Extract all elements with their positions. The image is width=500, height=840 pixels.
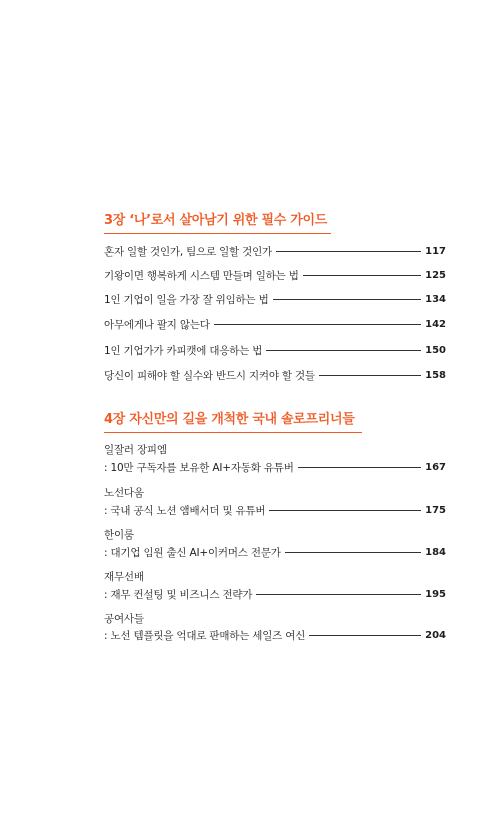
toc-entry[interactable] bbox=[104, 366, 446, 384]
leader-line bbox=[298, 467, 421, 468]
toc-entry[interactable] bbox=[104, 501, 446, 519]
toc-entry-title: : 재무 컨설팅 및 비즈니스 전략가 bbox=[104, 588, 253, 601]
toc-entry[interactable] bbox=[104, 315, 446, 333]
chapter-3-title: 3장 ‘나’로서 살아남기 위한 필수 가이드 bbox=[104, 213, 328, 228]
toc-entry[interactable] bbox=[104, 585, 446, 603]
toc-entry-title: : 대기업 임원 출신 AI+이커머스 전문가 bbox=[104, 546, 281, 559]
toc-entry-title: 당신이 피해야 할 실수와 반드시 지켜야 할 것들 bbox=[104, 369, 315, 382]
toc-entry-page: 167 bbox=[425, 461, 446, 473]
toc-entry-title: 기왕이면 행복하게 시스템 만들며 일하는 법 bbox=[104, 269, 299, 282]
leader-line bbox=[303, 275, 421, 276]
profile-name: 한이룸 bbox=[104, 529, 134, 541]
leader-line bbox=[309, 635, 421, 636]
toc-entry-page: 175 bbox=[425, 504, 446, 516]
chapter-4-title: 4장 자신만의 길을 개척한 국내 솔로프리너들 bbox=[104, 412, 355, 427]
toc-entry-page: 150 bbox=[425, 344, 446, 356]
toc-entry-page: 184 bbox=[425, 546, 446, 558]
toc-entry-page: 117 bbox=[425, 245, 446, 257]
profile-name: 공여사들 bbox=[104, 613, 144, 625]
toc-entry-title: : 10만 구독자를 보유한 AI+자동화 유튜버 bbox=[104, 461, 294, 474]
chapter-4-underline bbox=[104, 432, 362, 433]
toc-entry-page: 142 bbox=[425, 318, 446, 330]
toc-entry-page: 204 bbox=[425, 629, 446, 641]
toc-entry[interactable] bbox=[104, 266, 446, 284]
toc-entry[interactable] bbox=[104, 290, 446, 308]
leader-line bbox=[269, 510, 421, 511]
toc-entry[interactable] bbox=[104, 458, 446, 476]
profile-name: 노선다움 bbox=[104, 487, 144, 499]
toc-entry-page: 134 bbox=[425, 293, 446, 305]
chapter-3-underline bbox=[104, 233, 331, 234]
toc-entry-page: 195 bbox=[425, 588, 446, 600]
profile-name: 일잘러 장피엠 bbox=[104, 444, 167, 456]
toc-entry[interactable] bbox=[104, 341, 446, 359]
leader-line bbox=[214, 324, 421, 325]
toc-entry-title: 아무에게나 팔지 않는다 bbox=[104, 318, 210, 331]
toc-entry[interactable] bbox=[104, 242, 446, 260]
toc-entry-page: 125 bbox=[425, 269, 446, 281]
leader-line bbox=[319, 375, 421, 376]
toc-entry-title: : 국내 공식 노션 앰배서더 및 유튜버 bbox=[104, 504, 266, 517]
leader-line bbox=[266, 350, 421, 351]
toc-entry-title: : 노선 템플릿을 억대로 판매하는 세일즈 여신 bbox=[104, 629, 306, 642]
leader-line bbox=[276, 251, 421, 252]
leader-line bbox=[273, 299, 422, 300]
leader-line bbox=[285, 552, 421, 553]
toc-entry-page: 158 bbox=[425, 369, 446, 381]
toc-entry-title: 혼자 일할 것인가, 팀으로 일할 것인가 bbox=[104, 245, 272, 258]
toc-entry-title: 1인 기업이 일을 가장 잘 위임하는 법 bbox=[104, 293, 269, 306]
profile-name: 재무선배 bbox=[104, 571, 144, 583]
leader-line bbox=[256, 594, 421, 595]
toc-entry-title: 1인 기업가가 카피캣에 대응하는 법 bbox=[104, 344, 263, 357]
toc-entry[interactable] bbox=[104, 626, 446, 644]
toc-entry[interactable] bbox=[104, 543, 446, 561]
